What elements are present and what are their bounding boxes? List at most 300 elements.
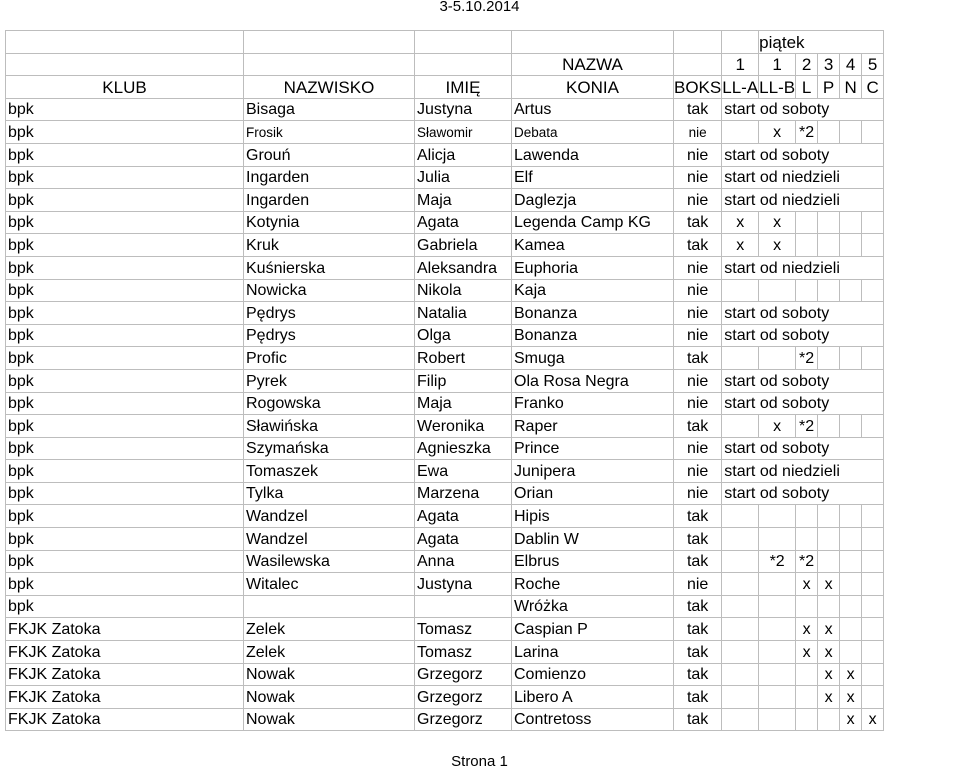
cell-imie: Robert xyxy=(415,347,512,370)
header-row-columns xyxy=(6,76,884,99)
cell-llb xyxy=(759,663,796,686)
cell-llb xyxy=(759,618,796,641)
cell-lla xyxy=(722,641,759,664)
cell-nazwisko: Frosik xyxy=(244,121,415,144)
cell-klub: bpk xyxy=(6,166,244,189)
cell-n xyxy=(840,234,862,257)
cell-n xyxy=(840,528,862,551)
cell-imie: Justyna xyxy=(415,98,512,121)
cell-l xyxy=(796,595,818,618)
cell-boks: tak xyxy=(674,595,722,618)
cell-konia: Wróżka xyxy=(512,595,674,618)
col-header-p: P xyxy=(818,76,840,99)
cell-start-note: start od soboty xyxy=(722,98,884,121)
cell-llb: x xyxy=(759,415,796,438)
document-date: 3-5.10.2014 xyxy=(439,0,520,15)
cell-boks: tak xyxy=(674,641,722,664)
cell-konia: Elf xyxy=(512,166,674,189)
cell-n: x xyxy=(840,708,862,731)
cell-start-note: start od soboty xyxy=(722,324,884,347)
cell-nazwisko: Pędrys xyxy=(244,302,415,325)
table-row xyxy=(6,189,884,212)
cell-boks: tak xyxy=(674,505,722,528)
cell-n xyxy=(840,211,862,234)
table-row xyxy=(6,98,884,121)
cell-imie: Julia xyxy=(415,166,512,189)
cell-klub: bpk xyxy=(6,121,244,144)
cell-start-note: start od niedzieli xyxy=(722,256,884,279)
cell-llb xyxy=(759,573,796,596)
cell-start-note: start od soboty xyxy=(722,369,884,392)
header-row-day xyxy=(6,31,884,54)
cell-lla xyxy=(722,347,759,370)
cell-llb xyxy=(759,347,796,370)
cell-n xyxy=(840,121,862,144)
cell-imie: Filip xyxy=(415,369,512,392)
cell-lla xyxy=(722,505,759,528)
cell-konia: Caspian P xyxy=(512,618,674,641)
cell-p xyxy=(818,595,840,618)
cell-p: x xyxy=(818,686,840,709)
cell-l xyxy=(796,279,818,302)
col-number: 5 xyxy=(862,53,884,76)
cell-nazwisko: Ingarden xyxy=(244,166,415,189)
cell-klub: bpk xyxy=(6,234,244,257)
cell-start-note: start od niedzieli xyxy=(722,166,884,189)
cell-imie: Aleksandra xyxy=(415,256,512,279)
col-header-llb: LL-B xyxy=(759,76,796,99)
cell-l xyxy=(796,211,818,234)
cell-start-note: start od soboty xyxy=(722,143,884,166)
cell-c xyxy=(862,211,884,234)
cell-boks: nie xyxy=(674,324,722,347)
cell-boks: nie xyxy=(674,392,722,415)
table-row xyxy=(6,686,884,709)
cell-c xyxy=(862,663,884,686)
cell-imie: Grzegorz xyxy=(415,708,512,731)
cell-start-note: start od soboty xyxy=(722,302,884,325)
table-row xyxy=(6,528,884,551)
cell-lla xyxy=(722,279,759,302)
cell-konia: Ola Rosa Negra xyxy=(512,369,674,392)
cell-klub: bpk xyxy=(6,143,244,166)
cell-boks: nie xyxy=(674,121,722,144)
cell-llb: *2 xyxy=(759,550,796,573)
cell-klub: FKJK Zatoka xyxy=(6,641,244,664)
cell-klub: bpk xyxy=(6,595,244,618)
cell-klub: bpk xyxy=(6,437,244,460)
col-number: 4 xyxy=(840,53,862,76)
cell-n xyxy=(840,573,862,596)
cell-c xyxy=(862,618,884,641)
cell-n xyxy=(840,618,862,641)
cell-nazwisko: Kotynia xyxy=(244,211,415,234)
table-row xyxy=(6,369,884,392)
cell-p xyxy=(818,528,840,551)
cell-boks: nie xyxy=(674,302,722,325)
table-row xyxy=(6,550,884,573)
cell-c xyxy=(862,415,884,438)
cell-c xyxy=(862,573,884,596)
table-row xyxy=(6,482,884,505)
cell-imie: Agnieszka xyxy=(415,437,512,460)
cell-konia: Raper xyxy=(512,415,674,438)
cell-konia: Contretoss xyxy=(512,708,674,731)
col-number: 1 xyxy=(722,53,759,76)
cell-c xyxy=(862,121,884,144)
col-header-imie: IMIĘ xyxy=(415,76,512,99)
cell-nazwisko: Tylka xyxy=(244,482,415,505)
cell-klub: bpk xyxy=(6,415,244,438)
cell-nazwisko: Grouń xyxy=(244,143,415,166)
table-row xyxy=(6,505,884,528)
cell-n xyxy=(840,550,862,573)
cell-boks: nie xyxy=(674,573,722,596)
col-number: 1 xyxy=(759,53,796,76)
table-row xyxy=(6,708,884,731)
cell-nazwisko: Wandzel xyxy=(244,505,415,528)
table-row xyxy=(6,618,884,641)
cell-klub: bpk xyxy=(6,460,244,483)
cell-konia: Daglezja xyxy=(512,189,674,212)
cell-l: *2 xyxy=(796,550,818,573)
cell-l: x xyxy=(796,573,818,596)
entries-table xyxy=(5,30,884,731)
cell-p xyxy=(818,550,840,573)
cell-imie: Sławomir xyxy=(415,121,512,144)
cell-c xyxy=(862,595,884,618)
cell-start-note: start od soboty xyxy=(722,482,884,505)
cell-nazwisko: Witalec xyxy=(244,573,415,596)
cell-imie: Anna xyxy=(415,550,512,573)
cell-imie: Ewa xyxy=(415,460,512,483)
cell-boks: tak xyxy=(674,708,722,731)
cell-nazwisko: Tomaszek xyxy=(244,460,415,483)
col-header-c: C xyxy=(862,76,884,99)
table-row xyxy=(6,143,884,166)
table-row xyxy=(6,166,884,189)
cell-boks: tak xyxy=(674,415,722,438)
cell-nazwisko: Nowak xyxy=(244,663,415,686)
cell-imie: Weronika xyxy=(415,415,512,438)
cell-boks: tak xyxy=(674,98,722,121)
cell-konia: Artus xyxy=(512,98,674,121)
cell-boks: tak xyxy=(674,211,722,234)
col-number: 2 xyxy=(796,53,818,76)
cell-nazwisko: Wasilewska xyxy=(244,550,415,573)
cell-llb: x xyxy=(759,234,796,257)
cell-lla xyxy=(722,595,759,618)
header-row-numbers xyxy=(6,53,884,76)
cell-lla: x xyxy=(722,234,759,257)
table-row xyxy=(6,573,884,596)
cell-c xyxy=(862,347,884,370)
cell-boks: nie xyxy=(674,482,722,505)
page-footer: Strona 1 xyxy=(451,753,508,770)
col-header-n: N xyxy=(840,76,862,99)
cell-n: x xyxy=(840,686,862,709)
cell-boks: nie xyxy=(674,143,722,166)
cell-lla xyxy=(722,708,759,731)
cell-konia: Orian xyxy=(512,482,674,505)
cell-llb xyxy=(759,686,796,709)
cell-lla xyxy=(722,686,759,709)
cell-start-note: start od soboty xyxy=(722,392,884,415)
cell-konia: Comienzo xyxy=(512,663,674,686)
table-row xyxy=(6,460,884,483)
cell-konia: Larina xyxy=(512,641,674,664)
cell-imie: Tomasz xyxy=(415,618,512,641)
cell-imie: Nikola xyxy=(415,279,512,302)
cell-p xyxy=(818,415,840,438)
cell-p xyxy=(818,121,840,144)
cell-konia: Libero A xyxy=(512,686,674,709)
cell-konia: Elbrus xyxy=(512,550,674,573)
cell-start-note: start od niedzieli xyxy=(722,189,884,212)
table-row xyxy=(6,437,884,460)
cell-imie: Gabriela xyxy=(415,234,512,257)
cell-konia: Dablin W xyxy=(512,528,674,551)
cell-imie: Maja xyxy=(415,392,512,415)
cell-boks: nie xyxy=(674,437,722,460)
table-body xyxy=(6,31,884,731)
cell-nazwisko: Kuśnierska xyxy=(244,256,415,279)
table-row xyxy=(6,279,884,302)
table-row xyxy=(6,211,884,234)
cell-lla xyxy=(722,618,759,641)
table-row xyxy=(6,121,884,144)
cell-llb xyxy=(759,505,796,528)
cell-konia: Roche xyxy=(512,573,674,596)
cell-klub: bpk xyxy=(6,189,244,212)
cell-l xyxy=(796,663,818,686)
table-row xyxy=(6,256,884,279)
cell-nazwisko: Bisaga xyxy=(244,98,415,121)
table-row xyxy=(6,595,884,618)
cell-boks: tak xyxy=(674,550,722,573)
cell-nazwisko: Wandzel xyxy=(244,528,415,551)
cell-klub: bpk xyxy=(6,98,244,121)
cell-llb xyxy=(759,595,796,618)
cell-p xyxy=(818,211,840,234)
cell-imie: Agata xyxy=(415,211,512,234)
cell-boks: tak xyxy=(674,347,722,370)
cell-klub: FKJK Zatoka xyxy=(6,663,244,686)
col-header-lla: LL-A xyxy=(722,76,759,99)
cell-klub: bpk xyxy=(6,302,244,325)
cell-start-note: start od niedzieli xyxy=(722,460,884,483)
cell-llb xyxy=(759,641,796,664)
cell-l xyxy=(796,708,818,731)
cell-lla xyxy=(722,573,759,596)
cell-start-note: start od soboty xyxy=(722,437,884,460)
cell-konia: Debata xyxy=(512,121,674,144)
cell-c xyxy=(862,550,884,573)
table-row xyxy=(6,415,884,438)
table-row xyxy=(6,663,884,686)
cell-konia: Legenda Camp KG xyxy=(512,211,674,234)
cell-klub: bpk xyxy=(6,324,244,347)
cell-imie: Alicja xyxy=(415,143,512,166)
cell-nazwisko: Sławińska xyxy=(244,415,415,438)
cell-l xyxy=(796,505,818,528)
cell-l xyxy=(796,234,818,257)
cell-n: x xyxy=(840,663,862,686)
cell-llb xyxy=(759,279,796,302)
cell-konia: Euphoria xyxy=(512,256,674,279)
cell-imie: Tomasz xyxy=(415,641,512,664)
cell-klub: bpk xyxy=(6,347,244,370)
cell-c: x xyxy=(862,708,884,731)
cell-p: x xyxy=(818,618,840,641)
cell-imie xyxy=(415,595,512,618)
cell-llb xyxy=(759,708,796,731)
cell-klub: FKJK Zatoka xyxy=(6,708,244,731)
col-number: 3 xyxy=(818,53,840,76)
cell-konia: Lawenda xyxy=(512,143,674,166)
cell-nazwisko: Zelek xyxy=(244,618,415,641)
col-header-konia: KONIA xyxy=(512,76,674,99)
col-header-nazwisko: NAZWISKO xyxy=(244,76,415,99)
cell-c xyxy=(862,234,884,257)
cell-llb: x xyxy=(759,121,796,144)
cell-n xyxy=(840,415,862,438)
cell-konia: Prince xyxy=(512,437,674,460)
cell-l: x xyxy=(796,641,818,664)
cell-klub: bpk xyxy=(6,392,244,415)
cell-klub: bpk xyxy=(6,482,244,505)
cell-n xyxy=(840,595,862,618)
cell-boks: nie xyxy=(674,166,722,189)
col-header-klub: KLUB xyxy=(6,76,244,99)
cell-c xyxy=(862,641,884,664)
cell-boks: tak xyxy=(674,686,722,709)
cell-p xyxy=(818,279,840,302)
cell-klub: bpk xyxy=(6,573,244,596)
cell-konia: Kamea xyxy=(512,234,674,257)
cell-llb: x xyxy=(759,211,796,234)
cell-p xyxy=(818,505,840,528)
nazwa-header: NAZWA xyxy=(512,53,674,76)
cell-imie: Natalia xyxy=(415,302,512,325)
cell-klub: bpk xyxy=(6,369,244,392)
cell-klub: bpk xyxy=(6,528,244,551)
cell-nazwisko: Profic xyxy=(244,347,415,370)
cell-nazwisko xyxy=(244,595,415,618)
cell-l: *2 xyxy=(796,347,818,370)
cell-n xyxy=(840,641,862,664)
cell-llb xyxy=(759,528,796,551)
col-header-boks: BOKS xyxy=(674,76,722,99)
cell-boks: nie xyxy=(674,256,722,279)
table-row xyxy=(6,347,884,370)
cell-konia: Kaja xyxy=(512,279,674,302)
cell-klub: bpk xyxy=(6,279,244,302)
table-row xyxy=(6,392,884,415)
cell-boks: nie xyxy=(674,369,722,392)
cell-konia: Bonanza xyxy=(512,324,674,347)
cell-n xyxy=(840,279,862,302)
cell-nazwisko: Szymańska xyxy=(244,437,415,460)
cell-lla: x xyxy=(722,211,759,234)
cell-imie: Grzegorz xyxy=(415,686,512,709)
cell-boks: tak xyxy=(674,663,722,686)
cell-p: x xyxy=(818,573,840,596)
day-header: piątek xyxy=(759,31,884,54)
cell-n xyxy=(840,347,862,370)
cell-c xyxy=(862,686,884,709)
cell-boks: tak xyxy=(674,528,722,551)
table-row xyxy=(6,324,884,347)
cell-klub: bpk xyxy=(6,256,244,279)
cell-p xyxy=(818,347,840,370)
cell-konia: Hipis xyxy=(512,505,674,528)
cell-imie: Maja xyxy=(415,189,512,212)
cell-imie: Agata xyxy=(415,505,512,528)
cell-lla xyxy=(722,528,759,551)
cell-klub: bpk xyxy=(6,550,244,573)
cell-p: x xyxy=(818,663,840,686)
table-row xyxy=(6,641,884,664)
cell-nazwisko: Ingarden xyxy=(244,189,415,212)
cell-konia: Junipera xyxy=(512,460,674,483)
cell-n xyxy=(840,505,862,528)
cell-imie: Agata xyxy=(415,528,512,551)
cell-klub: FKJK Zatoka xyxy=(6,686,244,709)
cell-nazwisko: Pędrys xyxy=(244,324,415,347)
cell-lla xyxy=(722,663,759,686)
cell-imie: Grzegorz xyxy=(415,663,512,686)
cell-nazwisko: Pyrek xyxy=(244,369,415,392)
cell-boks: nie xyxy=(674,460,722,483)
cell-konia: Smuga xyxy=(512,347,674,370)
cell-l: *2 xyxy=(796,415,818,438)
cell-nazwisko: Kruk xyxy=(244,234,415,257)
cell-nazwisko: Rogowska xyxy=(244,392,415,415)
cell-imie: Marzena xyxy=(415,482,512,505)
cell-p xyxy=(818,234,840,257)
cell-lla xyxy=(722,550,759,573)
cell-klub: bpk xyxy=(6,505,244,528)
cell-c xyxy=(862,505,884,528)
cell-nazwisko: Zelek xyxy=(244,641,415,664)
cell-nazwisko: Nowak xyxy=(244,686,415,709)
cell-boks: tak xyxy=(674,234,722,257)
cell-l: x xyxy=(796,618,818,641)
table-row xyxy=(6,302,884,325)
cell-klub: FKJK Zatoka xyxy=(6,618,244,641)
cell-nazwisko: Nowak xyxy=(244,708,415,731)
cell-konia: Franko xyxy=(512,392,674,415)
cell-lla xyxy=(722,121,759,144)
cell-p: x xyxy=(818,641,840,664)
cell-klub: bpk xyxy=(6,211,244,234)
cell-lla xyxy=(722,415,759,438)
cell-imie: Justyna xyxy=(415,573,512,596)
cell-l: *2 xyxy=(796,121,818,144)
cell-l xyxy=(796,528,818,551)
cell-konia: Bonanza xyxy=(512,302,674,325)
cell-p xyxy=(818,708,840,731)
cell-c xyxy=(862,528,884,551)
cell-l xyxy=(796,686,818,709)
col-header-l: L xyxy=(796,76,818,99)
cell-nazwisko: Nowicka xyxy=(244,279,415,302)
cell-boks: nie xyxy=(674,189,722,212)
cell-imie: Olga xyxy=(415,324,512,347)
cell-boks: nie xyxy=(674,279,722,302)
cell-boks: tak xyxy=(674,618,722,641)
